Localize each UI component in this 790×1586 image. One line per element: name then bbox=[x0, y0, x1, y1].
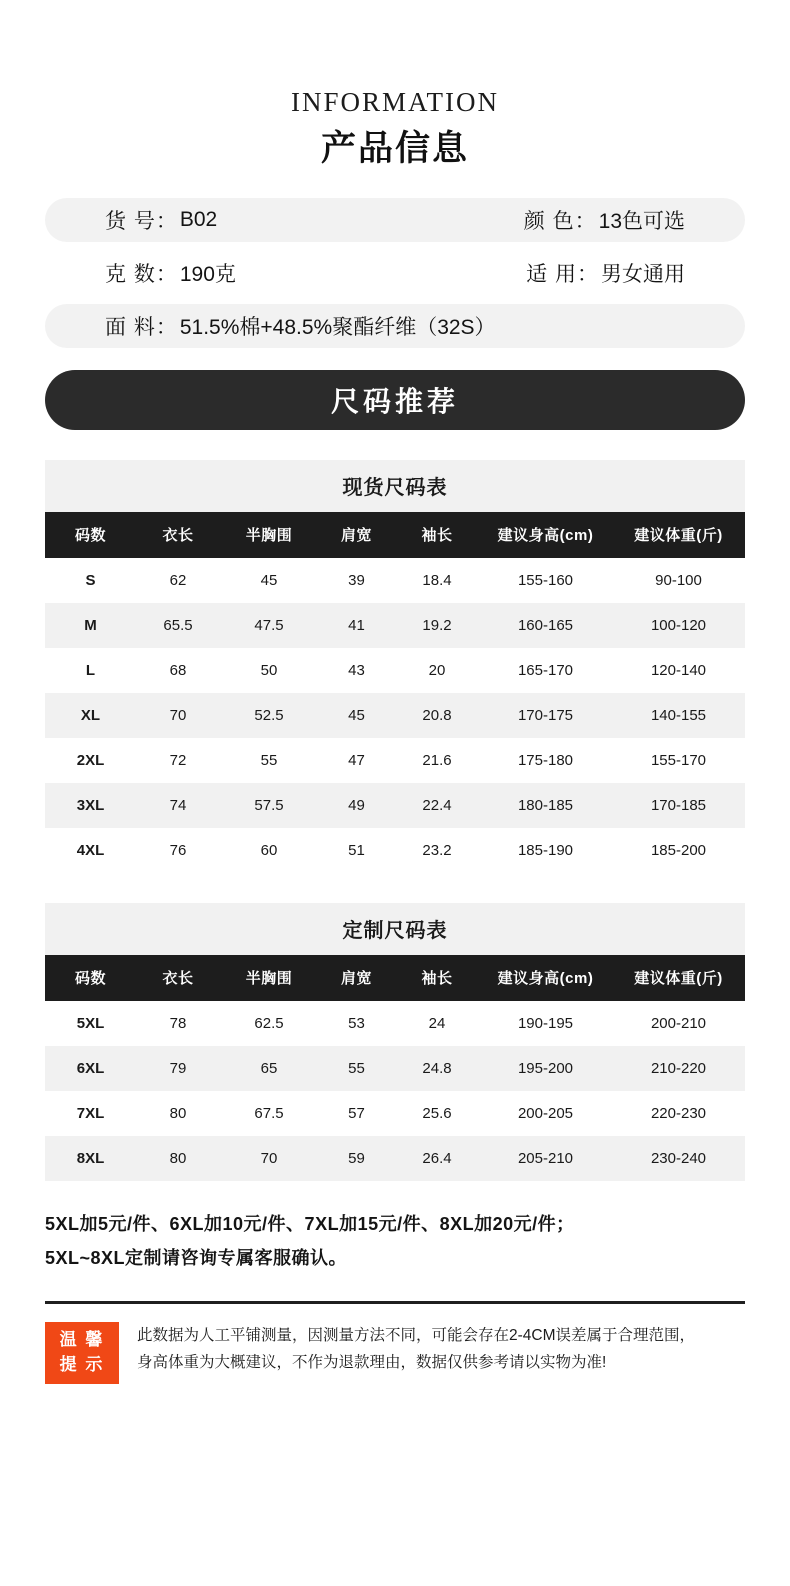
cell-sleeve: 19.2 bbox=[422, 616, 452, 634]
cell-height: 160-165 bbox=[517, 616, 574, 634]
warm-tip bbox=[45, 1322, 745, 1384]
cell-sleeve: 25.6 bbox=[422, 1104, 452, 1122]
cell-size-code: 2XL bbox=[76, 751, 105, 769]
table-custom bbox=[45, 955, 745, 1181]
info-value: 51.5%棉+48.5%聚酯纤维（32S） bbox=[179, 315, 496, 339]
column-header: 衣长 bbox=[136, 512, 220, 558]
cell-size-code: 3XL bbox=[76, 796, 105, 814]
cell-shoulder: 43 bbox=[348, 661, 365, 679]
cell-weight: 230-240 bbox=[650, 1149, 707, 1167]
table-row bbox=[45, 1001, 745, 1046]
info-value: 190克 bbox=[179, 262, 236, 286]
cell-shoulder: 57 bbox=[348, 1104, 365, 1122]
table-row bbox=[45, 603, 745, 648]
table-row bbox=[45, 1046, 745, 1091]
info-pair-left bbox=[81, 311, 496, 341]
info-row bbox=[45, 304, 745, 348]
cell-size-code: M bbox=[84, 616, 97, 634]
cell-length: 78 bbox=[169, 1014, 187, 1032]
cell-length: 80 bbox=[169, 1104, 187, 1122]
column-header: 建议身高(cm) bbox=[479, 955, 612, 1001]
table-header-row bbox=[45, 512, 745, 558]
info-value: 13色可选 bbox=[598, 209, 685, 233]
cell-weight: 185-200 bbox=[650, 841, 707, 859]
table-row bbox=[45, 828, 745, 873]
info-label: 克 数： bbox=[105, 262, 178, 286]
column-header: 建议体重(斤) bbox=[612, 512, 745, 558]
cell-weight: 120-140 bbox=[650, 661, 707, 679]
cell-size-code: 5XL bbox=[76, 1014, 105, 1032]
cell-height: 175-180 bbox=[517, 751, 574, 769]
cell-weight: 210-220 bbox=[650, 1059, 707, 1077]
cell-size-code: S bbox=[85, 571, 96, 589]
cell-height: 155-160 bbox=[517, 571, 574, 589]
table-row bbox=[45, 693, 745, 738]
column-header: 半胸围 bbox=[220, 512, 318, 558]
cell-half-chest: 50 bbox=[260, 661, 278, 679]
cell-length: 68 bbox=[169, 661, 187, 679]
table-row bbox=[45, 1091, 745, 1136]
divider bbox=[45, 1301, 745, 1304]
cell-height: 205-210 bbox=[517, 1149, 574, 1167]
cell-size-code: 4XL bbox=[76, 841, 105, 859]
warm-tip-text bbox=[137, 1322, 695, 1376]
table-row bbox=[45, 1136, 745, 1181]
cell-length: 72 bbox=[169, 751, 187, 769]
info-row bbox=[45, 251, 745, 295]
cell-height: 165-170 bbox=[517, 661, 574, 679]
cell-weight: 100-120 bbox=[650, 616, 707, 634]
info-pair-right bbox=[524, 205, 709, 235]
cell-shoulder: 41 bbox=[348, 616, 365, 634]
table-header-row bbox=[45, 955, 745, 1001]
cell-shoulder: 55 bbox=[348, 1059, 365, 1077]
cell-height: 180-185 bbox=[517, 796, 574, 814]
cell-length: 62 bbox=[169, 571, 187, 589]
table-row bbox=[45, 738, 745, 783]
column-header: 码数 bbox=[45, 955, 136, 1001]
cell-sleeve: 18.4 bbox=[422, 571, 452, 589]
cell-size-code: 8XL bbox=[76, 1149, 105, 1167]
cell-half-chest: 57.5 bbox=[254, 796, 284, 814]
cell-size-code: XL bbox=[80, 706, 101, 724]
table-caption: 定制尺码表 bbox=[45, 903, 745, 955]
warm-tip-line: 身高体重为大概建议，不作为退款理由，数据仅供参考请以实物为准! bbox=[137, 1354, 607, 1372]
column-header: 袖长 bbox=[395, 955, 479, 1001]
table-row bbox=[45, 648, 745, 693]
cell-size-code: L bbox=[85, 661, 96, 679]
cell-length: 80 bbox=[169, 1149, 187, 1167]
cell-height: 190-195 bbox=[517, 1014, 574, 1032]
bottom-spacer bbox=[45, 1384, 745, 1424]
cell-size-code: 6XL bbox=[76, 1059, 105, 1077]
table-caption: 现货尺码表 bbox=[45, 460, 745, 512]
cell-shoulder: 53 bbox=[348, 1014, 365, 1032]
size-recommendation-banner: 尺码推荐 bbox=[45, 370, 745, 430]
size-table-stock bbox=[45, 460, 745, 873]
column-header: 码数 bbox=[45, 512, 136, 558]
page-title: 产品信息 bbox=[320, 128, 469, 168]
product-info-list bbox=[45, 198, 745, 348]
cell-shoulder: 45 bbox=[348, 706, 365, 724]
table-row bbox=[45, 558, 745, 603]
warm-tip-line: 此数据为人工平铺测量，因测量方法不同，可能会存在2-4CM误差属于合理范围， bbox=[137, 1327, 696, 1345]
warm-tip-badge-line2: 提 示 bbox=[59, 1354, 105, 1374]
column-header: 肩宽 bbox=[318, 512, 395, 558]
cell-length: 76 bbox=[169, 841, 187, 859]
cell-half-chest: 70 bbox=[260, 1149, 278, 1167]
cell-shoulder: 49 bbox=[348, 796, 365, 814]
column-header: 衣长 bbox=[136, 955, 220, 1001]
cell-sleeve: 20 bbox=[428, 661, 446, 679]
column-header: 建议体重(斤) bbox=[612, 955, 745, 1001]
cell-weight: 155-170 bbox=[650, 751, 707, 769]
cell-half-chest: 47.5 bbox=[254, 616, 284, 634]
cell-sleeve: 23.2 bbox=[422, 841, 452, 859]
info-pair-left bbox=[81, 258, 236, 288]
cell-height: 185-190 bbox=[517, 841, 574, 859]
cell-sleeve: 21.6 bbox=[422, 751, 452, 769]
cell-half-chest: 55 bbox=[260, 751, 278, 769]
info-row bbox=[45, 198, 745, 242]
cell-half-chest: 45 bbox=[260, 571, 278, 589]
cell-half-chest: 62.5 bbox=[254, 1014, 284, 1032]
cell-weight: 140-155 bbox=[650, 706, 707, 724]
cell-sleeve: 20.8 bbox=[422, 706, 452, 724]
info-pair-left bbox=[81, 205, 217, 235]
cell-half-chest: 52.5 bbox=[254, 706, 284, 724]
cell-length: 70 bbox=[169, 706, 187, 724]
column-header: 肩宽 bbox=[318, 955, 395, 1001]
warm-tip-badge bbox=[45, 1322, 119, 1384]
info-pair-right bbox=[526, 258, 709, 288]
cell-weight: 220-230 bbox=[650, 1104, 707, 1122]
cell-height: 200-205 bbox=[517, 1104, 574, 1122]
info-value: B02 bbox=[179, 207, 218, 231]
cell-weight: 200-210 bbox=[650, 1014, 707, 1032]
cell-size-code: 7XL bbox=[76, 1104, 105, 1122]
cell-shoulder: 51 bbox=[348, 841, 365, 859]
cell-shoulder: 47 bbox=[348, 751, 365, 769]
cell-weight: 90-100 bbox=[655, 571, 702, 589]
cell-length: 65.5 bbox=[163, 616, 193, 634]
size-table-custom bbox=[45, 903, 745, 1181]
cell-half-chest: 65 bbox=[260, 1059, 278, 1077]
cell-sleeve: 22.4 bbox=[422, 796, 452, 814]
cell-length: 79 bbox=[169, 1059, 187, 1077]
column-header: 半胸围 bbox=[220, 955, 318, 1001]
note-line: 5XL~8XL定制请咨询专属客服确认。 bbox=[45, 1247, 348, 1268]
cell-half-chest: 60 bbox=[260, 841, 278, 859]
cell-half-chest: 67.5 bbox=[254, 1104, 284, 1122]
table-row bbox=[45, 783, 745, 828]
cell-shoulder: 39 bbox=[348, 571, 365, 589]
info-value: 男女通用 bbox=[601, 262, 685, 286]
table-stock bbox=[45, 512, 745, 873]
cell-sleeve: 24.8 bbox=[422, 1059, 452, 1077]
header-eyebrow: INFORMATION bbox=[290, 87, 499, 117]
cell-length: 74 bbox=[169, 796, 187, 814]
note-line: 5XL加5元/件、6XL加10元/件、7XL加15元/件、8XL加20元/件； bbox=[45, 1213, 575, 1234]
cell-sleeve: 26.4 bbox=[422, 1149, 452, 1167]
custom-size-notes bbox=[45, 1207, 745, 1275]
cell-height: 170-175 bbox=[517, 706, 574, 724]
page-header bbox=[45, 0, 745, 170]
cell-height: 195-200 bbox=[517, 1059, 574, 1077]
warm-tip-badge-line1: 温 馨 bbox=[59, 1330, 105, 1350]
info-label: 面 料： bbox=[105, 315, 178, 339]
cell-weight: 170-185 bbox=[650, 796, 707, 814]
info-label: 颜 色： bbox=[523, 209, 597, 233]
info-label: 货 号： bbox=[105, 209, 178, 233]
column-header: 建议身高(cm) bbox=[479, 512, 612, 558]
info-label: 适 用： bbox=[526, 262, 599, 286]
column-header: 袖长 bbox=[395, 512, 479, 558]
cell-shoulder: 59 bbox=[348, 1149, 365, 1167]
cell-sleeve: 24 bbox=[428, 1014, 446, 1032]
